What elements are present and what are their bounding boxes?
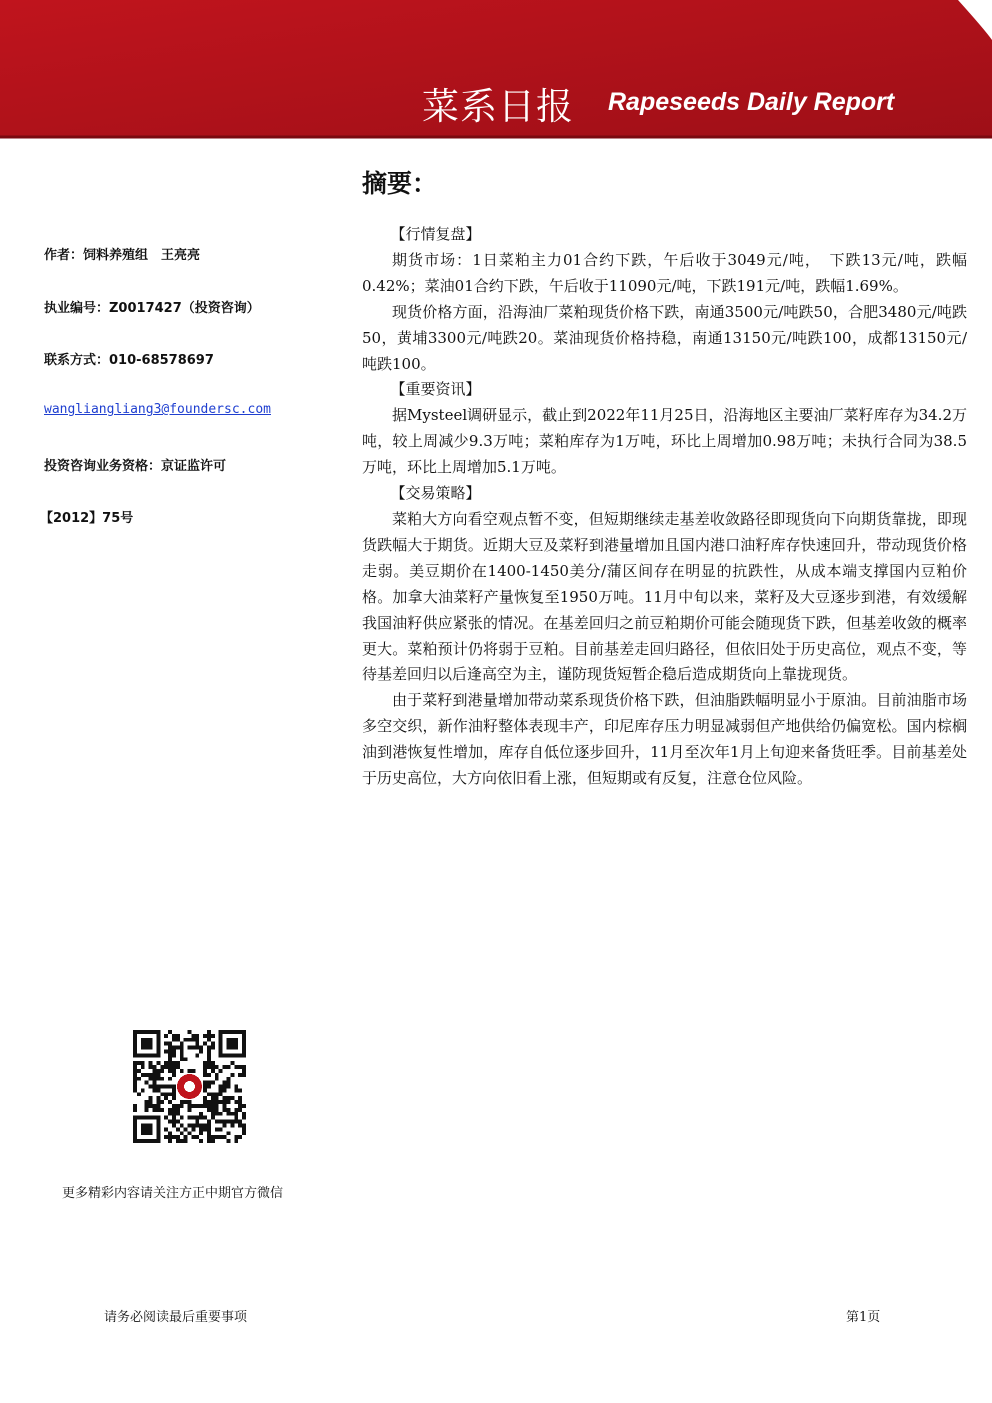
report-title-en: Rapeseeds Daily Report: [608, 88, 895, 116]
page-number: 第1页: [846, 1310, 881, 1325]
paragraph-spot: 现货价格方面，沿海油厂菜粕现货价格下跌，南通3500元/吨跌50，合肥3480元/吨跌50，黄埔3300元/吨跌20。菜油现货价格持稳，南通13150元/吨跌100，成都13150元/吨跌100。: [362, 302, 967, 373]
section-heading-market-review: 【行情复盘】: [390, 225, 481, 243]
report-body: [362, 222, 967, 792]
footer-notice: 请务必阅读最后重要事项: [104, 1310, 248, 1325]
email-link[interactable]: wangliangliang3@foundersc.com: [44, 402, 271, 417]
section-heading-news: 【重要资讯】: [390, 380, 481, 399]
header-banner: [0, 0, 992, 142]
qr-code: [133, 1030, 246, 1143]
qualification-number: 【2012】75号: [40, 511, 134, 526]
section-heading-strategy: 【交易策略】: [390, 484, 481, 503]
qualification-line: 投资咨询业务资格：京证监许可: [44, 459, 227, 474]
paragraph-strategy-meal: 菜粕大方向看空观点暂不变，但短期继续走基差收敛路径即现货向下向期货靠拢，即现货跌幅大于期货。近期大豆及菜籽到港量增加且国内港口油籽库存快速回升，带动现货价格走弱。美豆期价在1400-1450美分/蒲区间存在明显的抗跌性，从成本端支撑国内豆粕价格。加拿大油菜籽产量恢复至1950万吨。11月中旬以来，菜籽及大豆逐步到港，有效缓解我国油籽供应紧张的情况。在基差回归之前豆粕期价可能会随现货下跌，但基差收敛的概率更大。菜粕预计仍将弱于豆粕。目前基差走回归路径，但依旧处于历史高位，观点不变，等待基差回归以后逢高空为主，谨防现货短暂企稳后造成期货向上靠拢现货。: [362, 509, 967, 684]
summary-heading: 摘要：: [362, 169, 438, 198]
qr-code-icon: [133, 1030, 246, 1143]
paragraph-futures: 期货市场：1日菜粕主力01合约下跌，午后收于3049元/吨， 下跌13元/吨，跌幅0.42%；菜油01合约下跌，午后收于11090元/吨，下跌191元/吨，跌幅1.69%。: [362, 250, 967, 295]
paragraph-news: 据Mysteel调研显示，截止到2022年11月25日，沿海地区主要油厂菜籽库存为34.2万吨，较上周减少9.3万吨；菜粕库存为1万吨，环比上周增加0.98万吨；未执行合同为38.5万吨，环比上周增加5.1万吨。: [362, 406, 967, 477]
author-line: 作者：饲料养殖组 王亮亮: [44, 248, 201, 263]
report-title-cn: 菜系日报: [422, 85, 574, 128]
qr-caption: 更多精彩内容请关注方正中期官方微信: [62, 1186, 284, 1201]
license-line: 执业编号：Z0017427（投资咨询）: [44, 301, 260, 316]
paragraph-strategy-oil: 由于菜籽到港量增加带动菜系现货价格下跌，但油脂跌幅明显小于原油。目前油脂市场多空交织，新作油籽整体表现丰产，印尼库存压力明显减弱但产地供给仍偏宽松。国内棕榈油到港恢复性增加，库存自低位逐步回升，11月至次年1月上旬迎来备货旺季。目前基差处于历史高位，大方向依旧看上涨，但短期或有反复，注意仓位风险。: [362, 691, 967, 788]
contact-line: 联系方式：010-68578697: [44, 353, 214, 368]
